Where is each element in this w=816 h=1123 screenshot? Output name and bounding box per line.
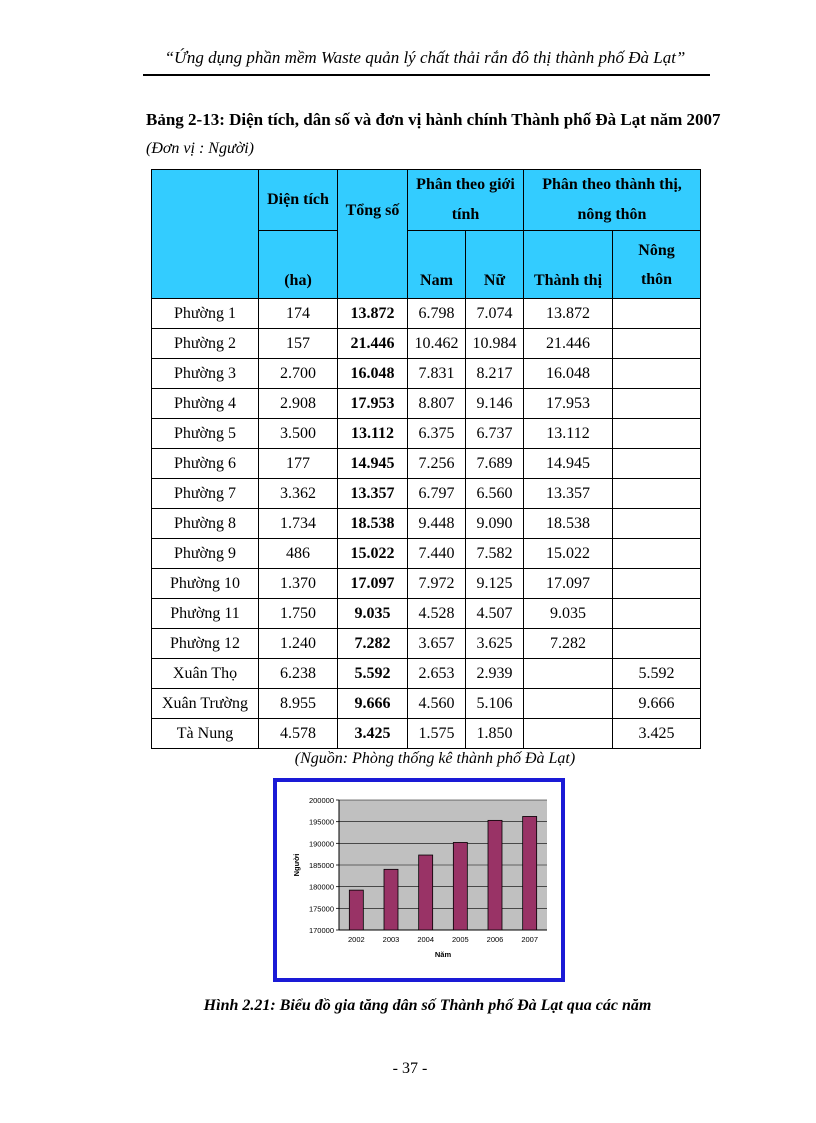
population-chart [273,778,565,982]
y-tick-label: 185000 [308,861,334,870]
cell-male: 10.462 [408,329,466,359]
bar [453,842,467,930]
cell-total: 16.048 [338,359,408,389]
cell-area: 157 [259,329,338,359]
header-by-gender: Phân theo giới tính [408,170,524,231]
cell-area: 6.238 [259,659,338,689]
cell-area: 174 [259,299,338,329]
cell-area: 2.908 [259,389,338,419]
table-row [152,449,701,479]
cell-rural [613,389,701,419]
cell-female: 9.146 [466,389,524,419]
table-row [152,629,701,659]
cell-urban: 16.048 [524,359,613,389]
x-tick-label: 2005 [451,935,469,944]
y-tick-label: 175000 [308,904,334,914]
y-tick-label: 180000 [308,882,334,892]
cell-urban: 17.953 [524,389,613,419]
cell-area: 486 [259,539,338,569]
y-axis-title: Người [292,853,301,877]
header-female: Nữ [466,231,524,299]
header-area-unit: (ha) [259,231,338,299]
cell-male: 3.657 [408,629,466,659]
cell-male: 6.797 [408,479,466,509]
table-body [152,299,701,749]
cell-area: 1.734 [259,509,338,539]
cell-female: 9.125 [466,569,524,599]
cell-name: Phường 5 [152,419,259,449]
cell-female: 3.625 [466,629,524,659]
bar [523,816,537,930]
cell-male: 9.448 [408,509,466,539]
cell-total: 13.357 [338,479,408,509]
cell-female: 7.074 [466,299,524,329]
y-tick-label: 195000 [308,817,334,827]
table-row [152,479,701,509]
cell-area: 1.750 [259,599,338,629]
cell-female: 10.984 [466,329,524,359]
table-row [152,539,701,569]
x-tick-label: 2004 [417,935,435,944]
cell-urban [524,659,613,689]
cell-urban: 13.112 [524,419,613,449]
cell-male: 6.375 [408,419,466,449]
cell-rural: 3.425 [613,719,701,749]
cell-area: 2.700 [259,359,338,389]
table-source: (Nguồn: Phòng thống kê thành phố Đà Lạt) [294,750,576,767]
cell-name: Phường 4 [152,389,259,419]
cell-name: Phường 1 [152,299,259,329]
cell-male: 7.831 [408,359,466,389]
cell-female: 7.689 [466,449,524,479]
cell-rural [613,509,701,539]
cell-male: 6.798 [408,299,466,329]
cell-female: 2.939 [466,659,524,689]
cell-name: Phường 8 [152,509,259,539]
table-row [152,299,701,329]
cell-area: 8.955 [259,689,338,719]
bar [349,890,363,930]
cell-name: Phường 2 [152,329,259,359]
cell-urban: 14.945 [524,449,613,479]
y-tick-label: 200000 [308,796,334,805]
cell-total: 18.538 [338,509,408,539]
cell-female: 6.560 [466,479,524,509]
table-row [152,419,701,449]
unit-note: (Đơn vị : Người) [146,140,255,157]
cell-urban: 15.022 [524,539,613,569]
cell-name: Xuân Trường [152,689,259,719]
cell-total: 21.446 [338,329,408,359]
header-male: Nam [408,231,466,299]
x-axis-title: Năm [434,950,452,959]
cell-male: 7.440 [408,539,466,569]
x-tick-label: 2006 [486,935,504,944]
cell-urban: 21.446 [524,329,613,359]
table-title: Bảng 2-13: Diện tích, dân số và đơn vị hành chính Thành phố Đà Lạt năm 2007 [146,110,721,129]
cell-name: Phường 12 [152,629,259,659]
cell-male: 7.972 [408,569,466,599]
table-row [152,719,701,749]
cell-total: 5.592 [338,659,408,689]
cell-female: 8.217 [466,359,524,389]
cell-name: Phường 7 [152,479,259,509]
cell-female: 9.090 [466,509,524,539]
cell-male: 4.528 [408,599,466,629]
cell-total: 3.425 [338,719,408,749]
y-tick-label: 190000 [308,839,334,849]
cell-name: Tà Nung [152,719,259,749]
cell-urban: 7.282 [524,629,613,659]
cell-female: 1.850 [466,719,524,749]
cell-male: 4.560 [408,689,466,719]
document-header: “Ứng dụng phần mềm Waste quản lý chất thải rắn đô thị thành phố Đà Lạt” [164,48,686,67]
cell-rural: 5.592 [613,659,701,689]
page-number: - 37 - [392,1060,428,1077]
cell-rural [613,359,701,389]
cell-total: 15.022 [338,539,408,569]
cell-total: 17.953 [338,389,408,419]
bar [488,820,502,930]
y-tick-label: 170000 [308,926,334,935]
cell-name: Phường 6 [152,449,259,479]
cell-name: Xuân Thọ [152,659,259,689]
chart-svg [277,782,561,978]
cell-female: 7.582 [466,539,524,569]
population-table [151,169,701,749]
cell-rural [613,569,701,599]
cell-female: 5.106 [466,689,524,719]
cell-name: Phường 11 [152,599,259,629]
table-row [152,659,701,689]
header-by-region: Phân theo thành thị, nông thôn [524,170,701,231]
x-tick-label: 2002 [347,935,365,944]
header-blank [152,170,259,299]
cell-name: Phường 9 [152,539,259,569]
cell-area: 177 [259,449,338,479]
cell-area: 4.578 [259,719,338,749]
cell-total: 14.945 [338,449,408,479]
figure-caption: Hình 2.21: Biểu đồ gia tăng dân số Thành phố Đà Lạt qua các năm [203,997,652,1014]
cell-rural [613,539,701,569]
cell-urban: 13.357 [524,479,613,509]
cell-area: 3.500 [259,419,338,449]
cell-male: 1.575 [408,719,466,749]
cell-female: 6.737 [466,419,524,449]
cell-rural [613,299,701,329]
x-tick-label: 2003 [382,935,400,944]
cell-urban [524,689,613,719]
cell-total: 13.872 [338,299,408,329]
table-row [152,599,701,629]
x-tick-label: 2007 [521,935,539,944]
table-row [152,689,701,719]
cell-area: 1.240 [259,629,338,659]
header-area: Diện tích [259,170,338,231]
cell-rural [613,449,701,479]
cell-area: 1.370 [259,569,338,599]
bar [384,869,398,930]
table-row [152,329,701,359]
cell-rural [613,479,701,509]
cell-urban [524,719,613,749]
header-rural: Nông thôn [613,231,701,299]
cell-male: 7.256 [408,449,466,479]
cell-area: 3.362 [259,479,338,509]
cell-total: 13.112 [338,419,408,449]
cell-total: 9.666 [338,689,408,719]
cell-rural [613,419,701,449]
cell-rural [613,599,701,629]
cell-total: 7.282 [338,629,408,659]
cell-rural [613,329,701,359]
cell-total: 17.097 [338,569,408,599]
table-row [152,389,701,419]
cell-total: 9.035 [338,599,408,629]
header-rule [143,74,710,76]
header-urban: Thành thị [524,231,613,299]
cell-male: 2.653 [408,659,466,689]
table-row [152,359,701,389]
cell-urban: 17.097 [524,569,613,599]
cell-urban: 18.538 [524,509,613,539]
cell-name: Phường 3 [152,359,259,389]
bar [419,855,433,930]
header-total-label: Tổng số [345,202,400,219]
cell-female: 4.507 [466,599,524,629]
cell-male: 8.807 [408,389,466,419]
table-row [152,569,701,599]
header-total [338,170,408,299]
cell-urban: 13.872 [524,299,613,329]
table-row [152,509,701,539]
cell-rural: 9.666 [613,689,701,719]
cell-name: Phường 10 [152,569,259,599]
cell-urban: 9.035 [524,599,613,629]
cell-rural [613,629,701,659]
